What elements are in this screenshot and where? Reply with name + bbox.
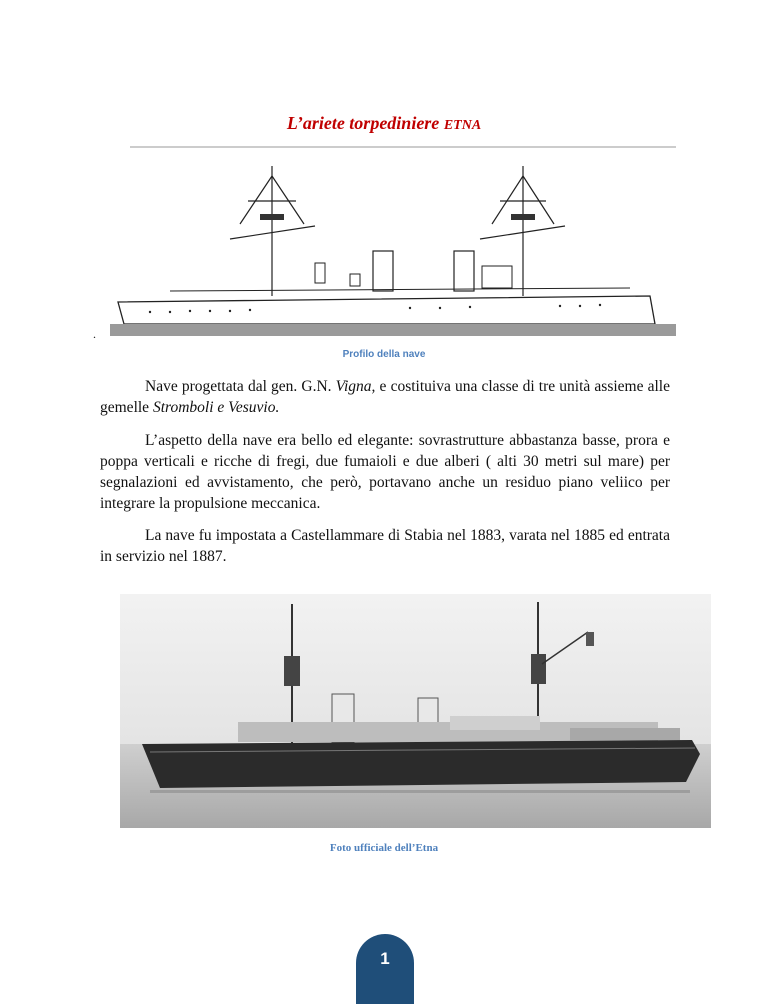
paragraph-design-text-a: Nave progettata dal gen. G.N. — [145, 378, 336, 395]
page-number: 1 — [380, 949, 390, 968]
document-title — [0, 113, 768, 134]
designer-name: Vigna, — [335, 378, 376, 395]
figure-caption-profile: Profilo della nave — [342, 349, 426, 360]
sister-ships: Stromboli e Vesuvio. — [152, 399, 280, 416]
title-ship-name: ETNA — [443, 118, 482, 133]
ship-official-photo — [120, 594, 711, 828]
ship-profile-drawing — [110, 146, 676, 338]
title-text: L’ariete torpediniere — [286, 113, 444, 133]
paragraph-design-text-b: e costituiva una classe di tre unità assieme alle gemelle — [100, 378, 670, 416]
stray-mark: . — [93, 327, 96, 341]
paragraph-design — [100, 376, 670, 418]
paragraph-history: La nave fu impostata a Castellammare di Stabia nel 1883, varata nel 1885 ed entrata in servizio nel 1887. — [100, 527, 670, 565]
paragraph-appearance: L’aspetto della nave era bello ed elegante: sovrastrutture abbastanza basse, prora e poppa verticali e ricche di fregi, due fumaioli e due alberi ( alti 30 metri sul mare) per segnalazioni ed avvistamento, che però, portavano anche un residuo piano veliico per integrare la propulsione meccanica. — [100, 432, 670, 512]
figure-caption-photo: Foto ufficiale dell’Etna — [329, 842, 439, 854]
